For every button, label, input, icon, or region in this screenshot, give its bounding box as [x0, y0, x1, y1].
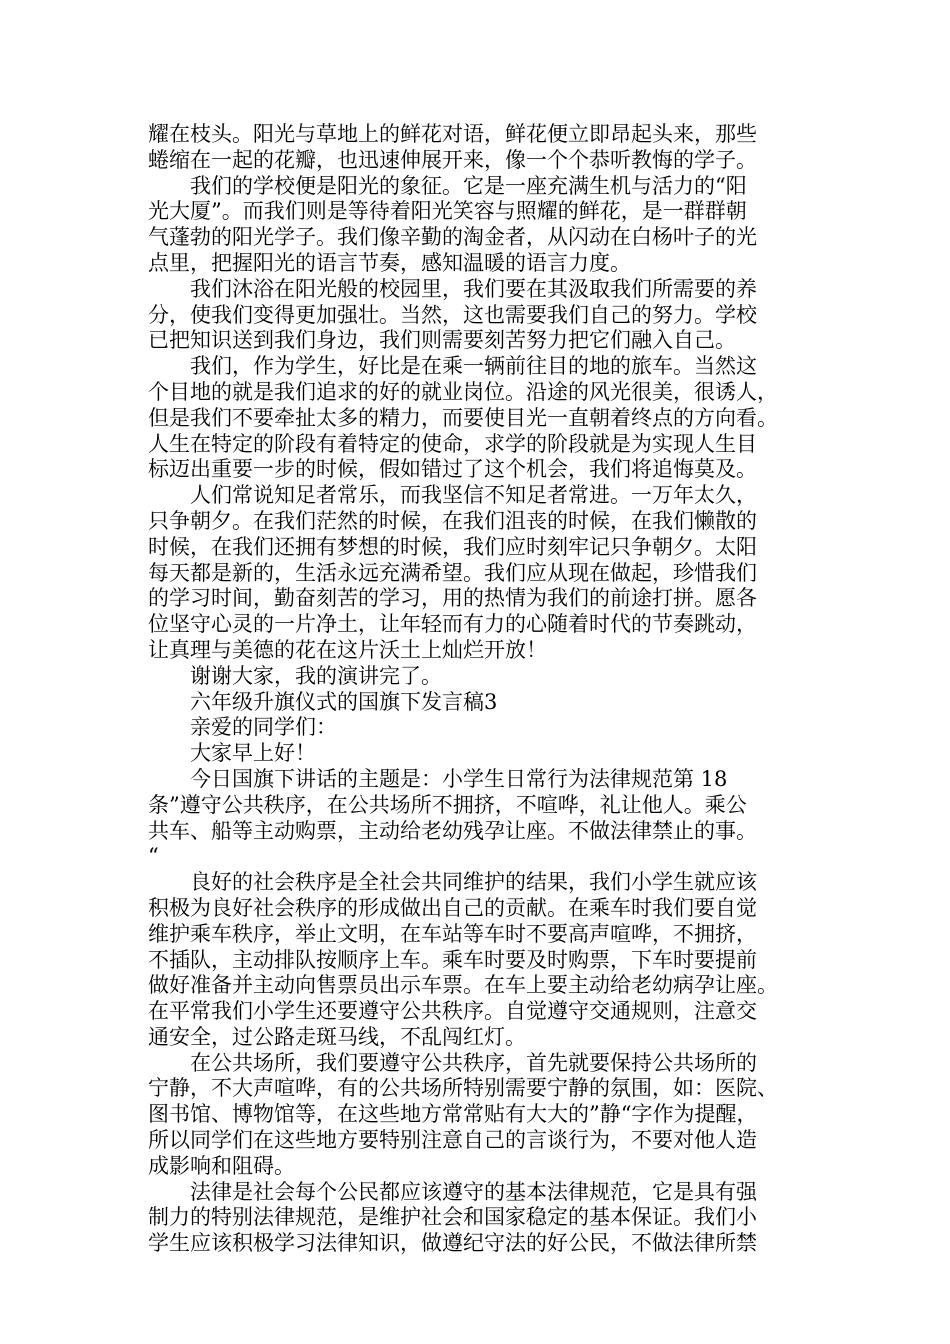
text-line: 通安全，过公路走斑马线，不乱闯红灯。	[148, 1024, 526, 1049]
text-line: 良好的社会秩序是全社会共同维护的结果，我们小学生就应该	[190, 870, 757, 895]
text-line: 每天都是新的，生活永远充满希望。我们应从现在做起，珍惜我们	[148, 560, 757, 585]
text-line: 制力的特别法律规范，是维护社会和国家稳定的基本保证。我们小	[148, 1205, 757, 1230]
text-line: 做好准备并主动向售票员出示车票。在车上要主动给老幼病孕让座。	[148, 973, 778, 998]
text-line: 光大厦”。而我们则是等待着阳光笑容与照耀的鲜花，是一群群朝	[148, 199, 747, 224]
paragraph	[148, 1180, 808, 1257]
text-line: 我们沐浴在阳光般的校园里，我们要在其汲取我们所需要的养	[190, 276, 757, 301]
text-line: 维护乘车秩序，举止文明，在车站等车时不要高声喧哗，不拥挤，	[148, 921, 757, 946]
text-line: 在平常我们小学生还要遵守公共秩序。自觉遵守交通规则，注意交	[148, 999, 757, 1024]
text-line: 六年级升旗仪式的国旗下发言稿3	[190, 689, 498, 714]
paragraph	[148, 1051, 808, 1180]
paragraph	[148, 354, 808, 483]
text-line: 在公共场所，我们要遵守公共秩序，首先就要保持公共场所的	[190, 1050, 757, 1075]
text-line: 气蓬勃的阳光学子。我们像辛勤的淘金者，从闪动在白杨叶子的光	[148, 225, 757, 250]
text-line: 法律是社会每个公民都应该遵守的基本法律规范，它是具有强	[190, 1179, 757, 1204]
salutation	[148, 715, 808, 741]
text-line: 人生在特定的阶段有着特定的使命，求学的阶段就是为实现人生目	[148, 431, 757, 456]
text-line: 图书馆、博物馆等，在这些地方常常贴有大大的”静“字作为提醒，	[148, 1102, 758, 1127]
text-line: 成影响和阻碍。	[148, 1153, 295, 1178]
paragraph	[148, 870, 808, 1051]
document-body	[148, 122, 808, 1257]
text-line: 个目地的就是我们追求的好的就业岗位。沿途的风光很美，很诱人，	[148, 379, 778, 404]
paragraph	[148, 277, 808, 354]
text-line: 谢谢大家，我的演讲完了。	[190, 663, 442, 688]
text-line: 的学习时间，勤奋刻苦的学习，用的热情为我们的前途打拼。愿各	[148, 586, 757, 611]
text-line: 我们的学校便是阳光的象征。它是一座充满生机与活力的“阳	[190, 173, 747, 198]
paragraph	[148, 767, 808, 870]
paragraph	[148, 483, 808, 664]
text-line: 只争朝夕。在我们茫然的时候，在我们沮丧的时候，在我们懒散的	[148, 508, 757, 533]
text-line: 分，使我们变得更加强壮。当然，这也需要我们自己的努力。学校	[148, 302, 757, 327]
text-line: 让真理与美德的花在这片沃土上灿烂开放！	[148, 637, 547, 662]
text-line: 已把知识送到我们身边，我们则需要刻苦努力把它们融入自己。	[148, 328, 736, 353]
paragraph	[148, 174, 808, 277]
text-line: 今日国旗下讲话的主题是：小学生日常行为法律规范第 18	[190, 766, 728, 791]
text-line: 积极为良好社会秩序的形成做出自己的贡献。在乘车时我们要自觉	[148, 895, 757, 920]
text-line: 点里，把握阳光的语言节奏，感知温暖的语言力度。	[148, 250, 631, 275]
text-line: 条”遵守公共秩序，在公共场所不拥挤，不喧哗，礼让他人。乘公	[148, 792, 747, 817]
text-line: 我们，作为学生，好比是在乘一辆前往目的地的旅车。当然这	[190, 354, 757, 379]
text-line: 人们常说知足者常乐，而我坚信不知足者常进。一万年太久，	[190, 483, 757, 508]
text-line: 共车、船等主动购票，主动给老幼残孕让座。不做法律禁止的事。	[148, 818, 757, 843]
text-line: “	[148, 844, 159, 869]
greeting	[148, 741, 808, 767]
paragraph	[148, 122, 808, 174]
text-line: 学生应该积极学习法律知识，做遵纪守法的好公民，不做法律所禁	[148, 1231, 757, 1256]
text-line: 不插队，主动排队按顺序上车。乘车时要及时购票，下车时要提前	[148, 947, 757, 972]
text-line: 标迈出重要一步的时候，假如错过了这个机会，我们将追悔莫及。	[148, 457, 757, 482]
text-line: 所以同学们在这些地方要特别注意自己的言谈行为，不要对他人造	[148, 1128, 757, 1153]
text-line: 蜷缩在一起的花瓣，也迅速伸展开来，像一个个恭听教悔的学子。	[148, 147, 757, 172]
text-line: 大家早上好！	[190, 741, 316, 766]
text-line: 宁静，不大声喧哗，有的公共场所特别需要宁静的氛围，如：医院、	[148, 1076, 778, 1101]
paragraph	[148, 664, 808, 690]
text-line: 位坚守心灵的一片净土，让年轻而有力的心随着时代的节奏跳动，	[148, 612, 757, 637]
text-line: 亲爱的同学们：	[190, 715, 337, 740]
text-line: 但是我们不要牵扯太多的精力，而要使目光一直朝着终点的方向看。	[148, 405, 778, 430]
section-heading	[148, 690, 808, 716]
text-line: 耀在枝头。阳光与草地上的鲜花对语，鲜花便立即昂起头来，那些	[148, 122, 757, 146]
text-line: 时候，在我们还拥有梦想的时候，我们应时刻牢记只争朝夕。太阳	[148, 534, 757, 559]
